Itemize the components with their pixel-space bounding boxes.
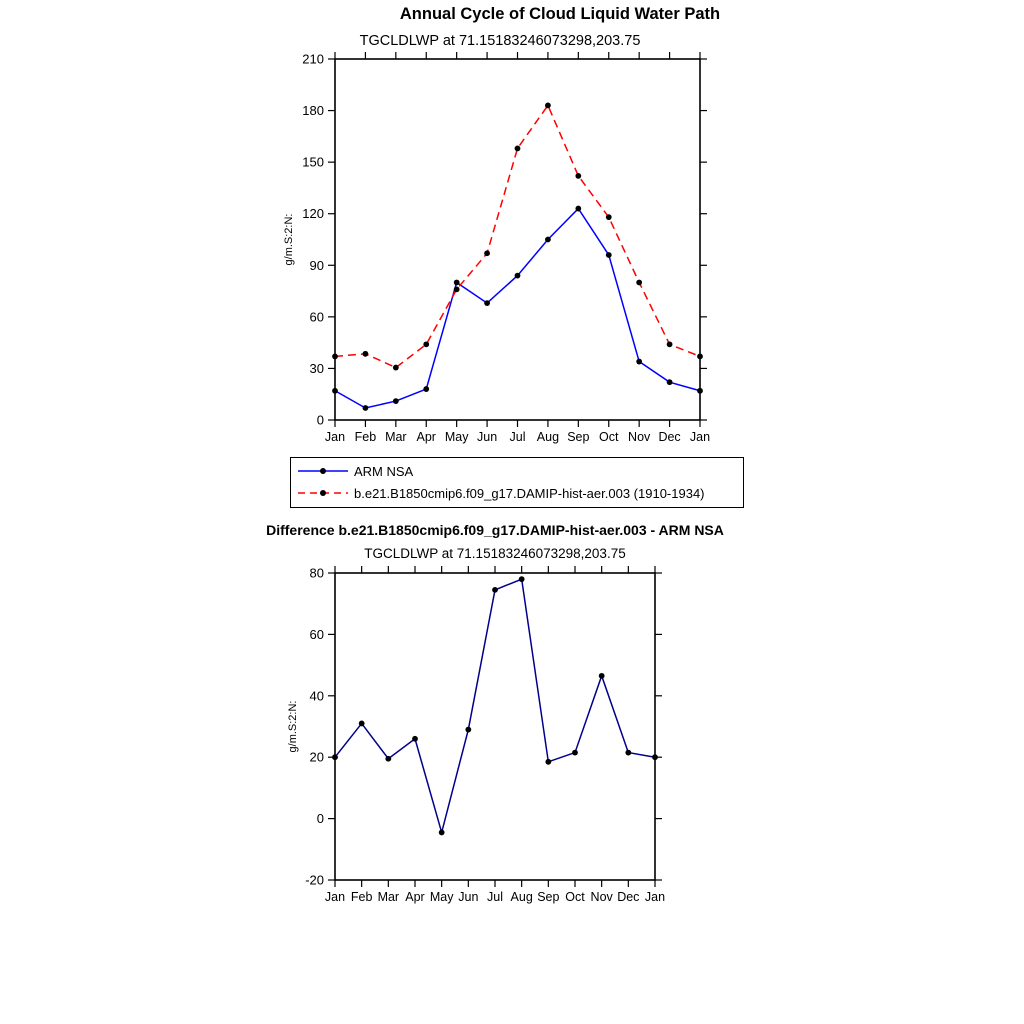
y-tick-label: 210 — [302, 51, 324, 67]
x-tick-label: Feb — [354, 430, 377, 444]
x-tick-label: Apr — [416, 430, 436, 444]
data-point — [363, 405, 369, 411]
x-tick-label: Nov — [628, 430, 651, 444]
data-point — [636, 359, 642, 365]
y-tick-label: 40 — [309, 688, 324, 704]
data-point — [652, 754, 658, 760]
legend-label-model: b.e21.B1850cmip6.f09_g17.DAMIP-hist-aer.003 (1910-1934) — [354, 485, 705, 501]
top-chart-subtitle: TGCLDLWP at 71.15183246073298,203.75 — [359, 33, 641, 49]
legend-label-arm-nsa: ARM NSA — [354, 463, 414, 479]
data-point — [545, 759, 551, 765]
data-point — [465, 727, 471, 733]
series-line-1 — [335, 105, 700, 367]
y-tick-label: 80 — [309, 565, 324, 581]
y-tick-label: 90 — [309, 257, 324, 273]
legend-marker-dot — [320, 468, 326, 474]
y-tick-label: 30 — [309, 360, 324, 376]
data-point — [332, 754, 338, 760]
legend-line-sample-solid — [295, 463, 351, 479]
x-tick-label: Aug — [510, 890, 533, 904]
data-point — [363, 351, 369, 357]
legend-marker-dot — [320, 490, 326, 496]
x-tick-label: Jan — [324, 430, 346, 444]
legend-line-sample-dashed — [295, 485, 351, 501]
x-tick-label: Sep — [567, 430, 590, 444]
x-tick-label: Jun — [458, 890, 479, 904]
y-axis-label: g/m.S:2:N: — [287, 700, 299, 753]
x-tick-label: Dec — [617, 890, 640, 904]
data-point — [636, 280, 642, 286]
y-axis-label: g/m.S:2:N: — [283, 213, 295, 266]
data-point — [515, 145, 521, 151]
data-point — [599, 673, 605, 679]
y-tick-label: 120 — [302, 206, 324, 222]
data-point — [484, 250, 490, 256]
data-point — [393, 398, 399, 404]
legend-item-arm-nsa — [295, 460, 743, 482]
x-tick-label: Jul — [487, 890, 503, 904]
data-point — [625, 750, 631, 756]
data-point — [606, 252, 612, 258]
y-tick-label: 0 — [316, 412, 324, 428]
x-tick-label: May — [429, 890, 454, 904]
x-tick-label: Jan — [644, 890, 666, 904]
data-point — [545, 237, 551, 243]
x-tick-label: Oct — [599, 430, 619, 444]
top-chart-title: Annual Cycle of Cloud Liquid Water Path — [399, 5, 721, 23]
plot-frame — [335, 573, 655, 880]
x-tick-label: Jan — [689, 430, 711, 444]
y-tick-label: 60 — [309, 309, 324, 325]
x-tick-label: Oct — [565, 890, 585, 904]
data-point — [385, 756, 391, 762]
x-tick-label: Mar — [385, 430, 407, 444]
data-point — [575, 206, 581, 212]
x-tick-label: Jul — [509, 430, 526, 444]
data-point — [332, 388, 338, 394]
x-tick-label: Jan — [324, 890, 346, 904]
x-tick-label: Mar — [377, 890, 400, 904]
y-tick-label: 0 — [316, 811, 324, 827]
x-tick-label: Sep — [537, 890, 560, 904]
data-point — [667, 379, 673, 385]
data-point — [606, 214, 612, 220]
x-tick-label: Jun — [477, 430, 498, 444]
difference-chart-subtitle: TGCLDLWP at 71.15183246073298,203.75 — [364, 546, 626, 561]
data-point — [484, 300, 490, 306]
x-tick-label: Apr — [405, 890, 425, 904]
data-point — [423, 386, 429, 392]
x-tick-label: May — [444, 430, 469, 444]
data-point — [412, 736, 418, 742]
data-point — [697, 388, 703, 394]
data-point — [545, 103, 551, 109]
y-tick-label: 180 — [302, 103, 324, 119]
data-point — [359, 721, 365, 727]
data-point — [393, 365, 399, 371]
legend-item-model — [295, 482, 743, 504]
x-tick-label: Feb — [350, 890, 373, 904]
y-tick-label: -20 — [305, 872, 324, 888]
data-point — [332, 353, 338, 359]
y-tick-label: 60 — [309, 626, 324, 642]
data-point — [572, 750, 578, 756]
data-point — [439, 830, 445, 836]
legend — [290, 457, 744, 508]
data-point — [454, 286, 460, 292]
x-tick-label: Nov — [590, 890, 613, 904]
data-point — [575, 173, 581, 179]
x-tick-label: Aug — [536, 430, 560, 444]
x-tick-label: Dec — [658, 430, 681, 444]
data-point — [667, 341, 673, 347]
y-tick-label: 20 — [309, 749, 324, 765]
series-line-0 — [335, 579, 655, 832]
annual-cycle-chart — [0, 0, 1024, 460]
data-point — [492, 587, 498, 593]
data-point — [515, 273, 521, 279]
plot-frame — [335, 59, 700, 420]
data-point — [454, 280, 460, 286]
data-point — [697, 353, 703, 359]
difference-chart — [0, 520, 1024, 920]
difference-chart-title: Difference b.e21.B1850cmip6.f09_g17.DAMIP-hist-aer.003 - ARM NSA — [266, 522, 724, 538]
data-point — [519, 576, 525, 582]
data-point — [423, 341, 429, 347]
y-tick-label: 150 — [302, 154, 324, 170]
series-line-0 — [335, 209, 700, 408]
